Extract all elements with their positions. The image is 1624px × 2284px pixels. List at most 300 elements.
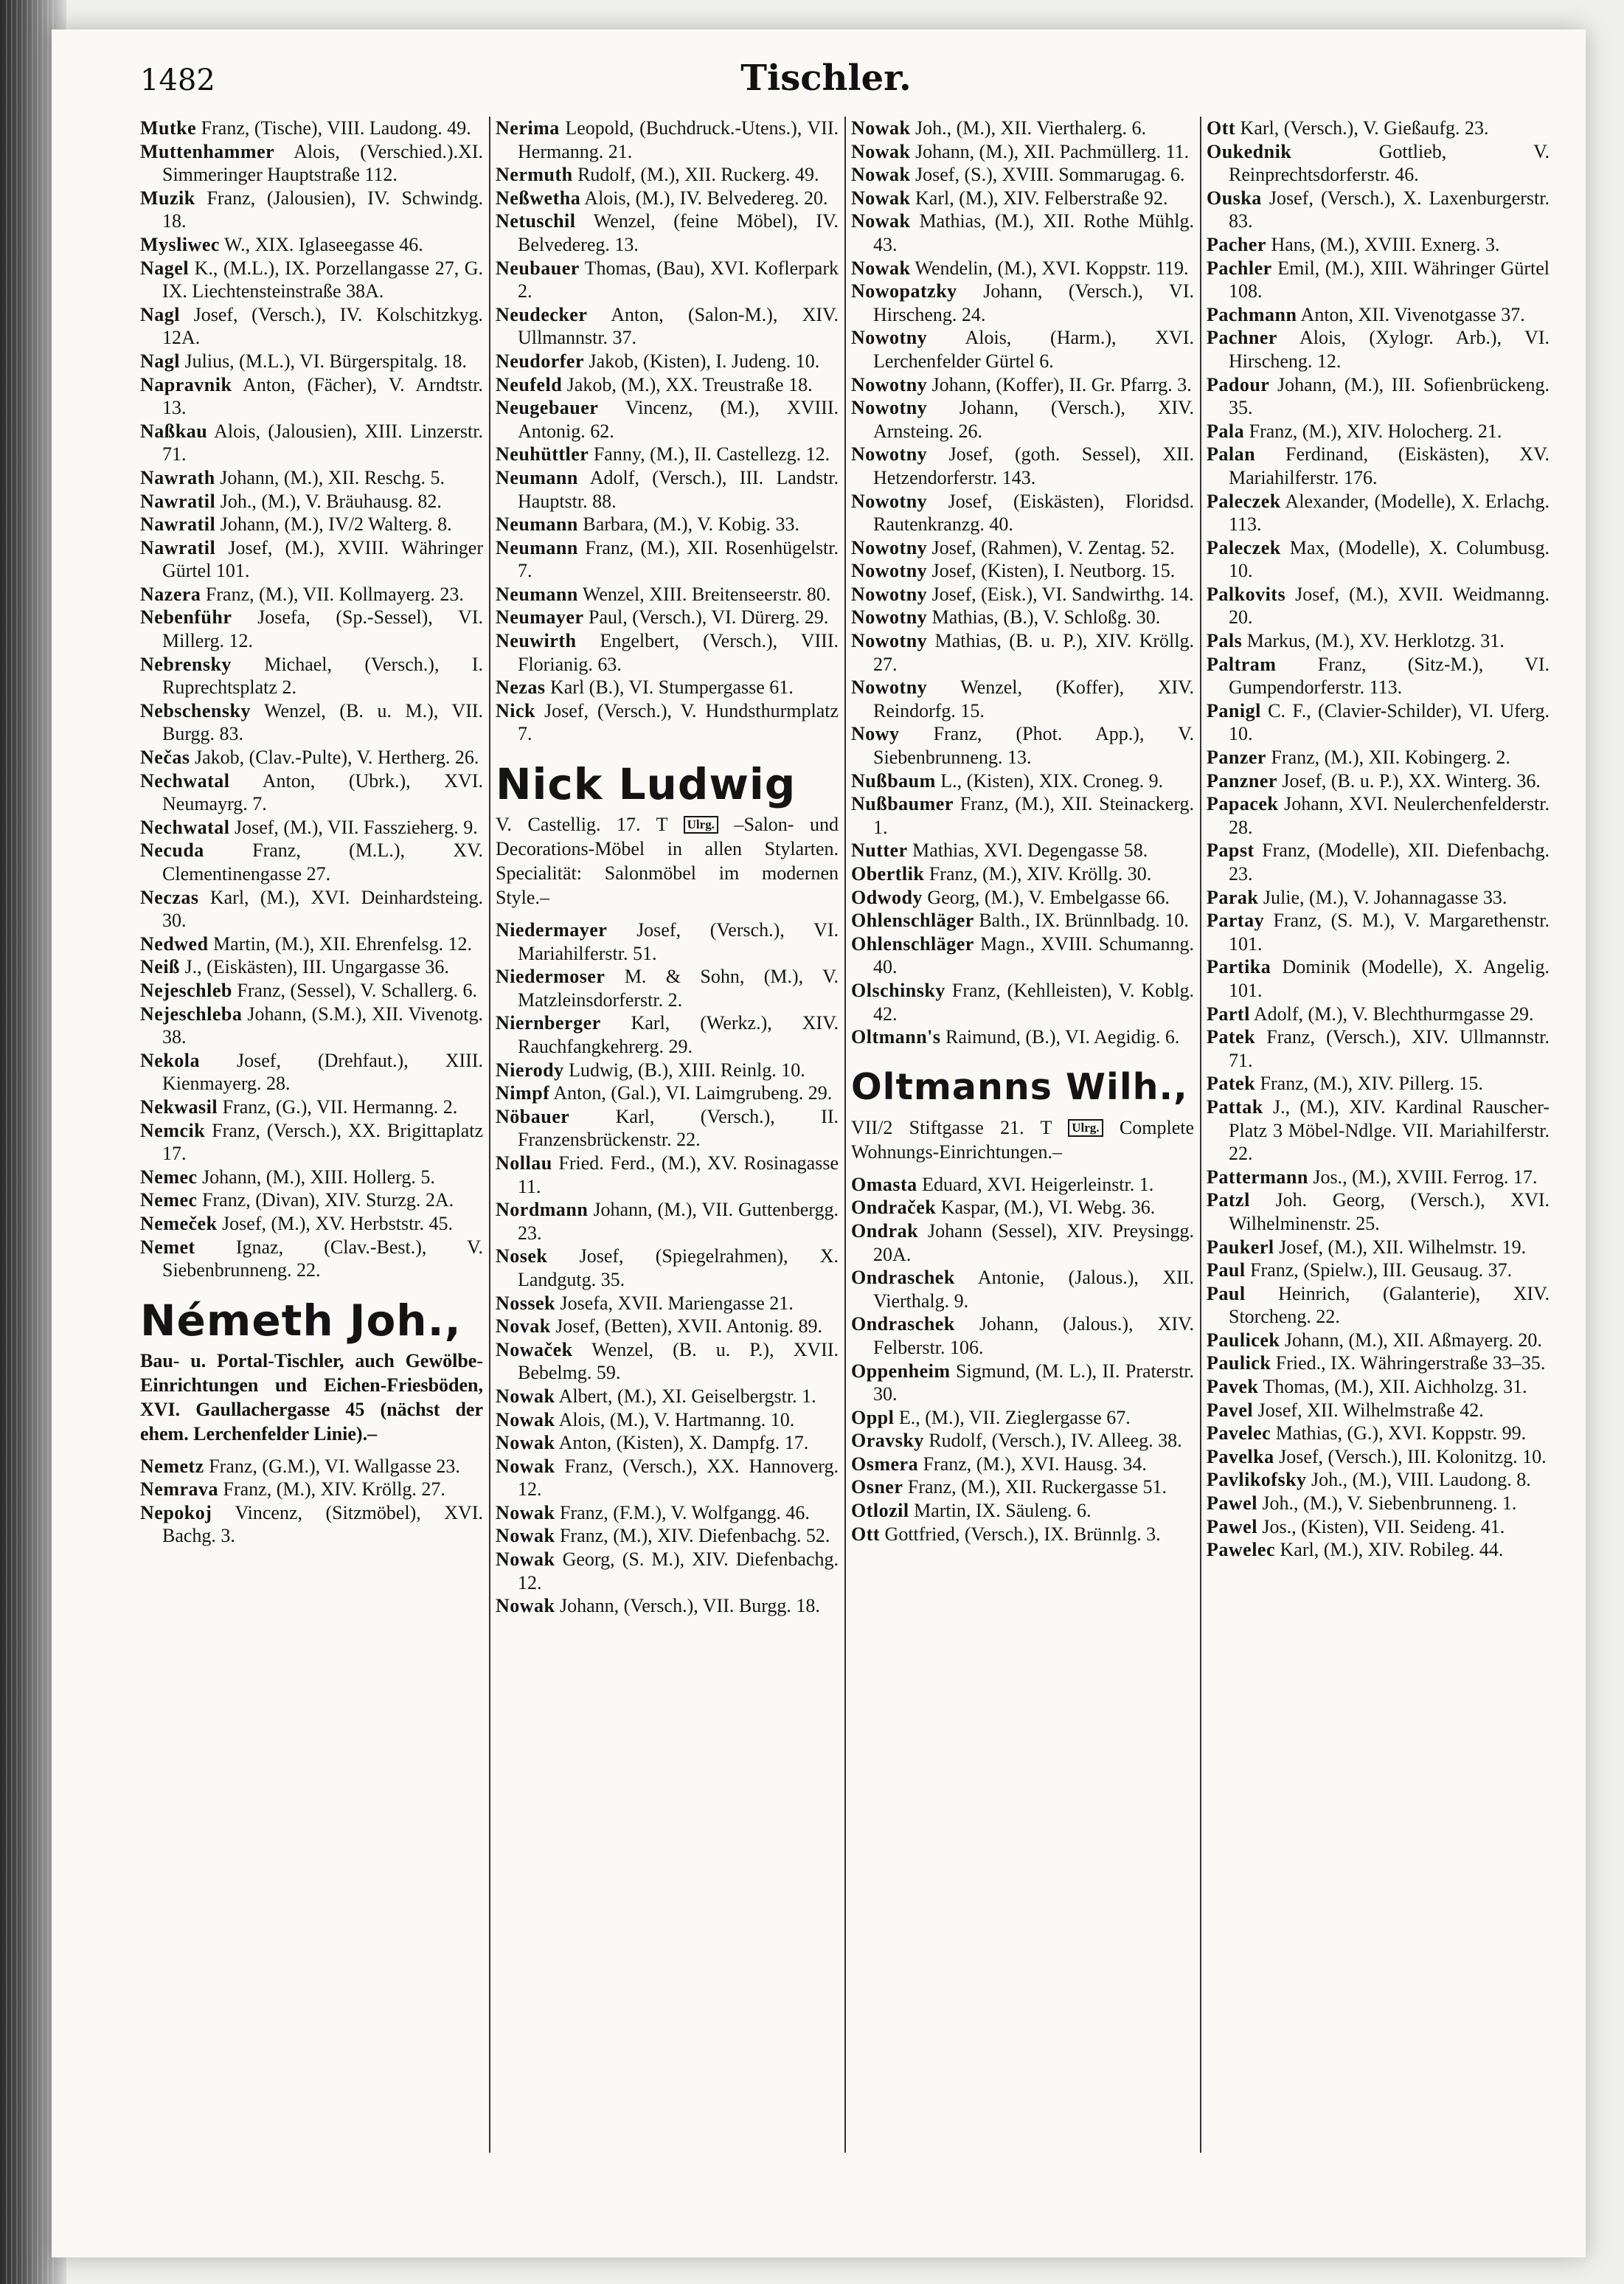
directory-entry <box>1207 583 1550 629</box>
directory-entry <box>1207 955 1550 1002</box>
entry-details: Thomas, (M.), XII. Aichholzg. 31. <box>1263 1376 1527 1398</box>
directory-entry <box>496 676 839 699</box>
entry-name: Nutter <box>851 840 908 862</box>
entry-name: Nechwatal <box>140 769 230 792</box>
entry-name: Nagel <box>140 257 190 279</box>
directory-entry <box>1207 257 1550 303</box>
entry-name: Neuhüttler <box>496 443 589 466</box>
directory-entry <box>1207 1399 1550 1422</box>
entry-name: Neubauer <box>496 257 580 279</box>
entry-name: Pachler <box>1207 257 1272 279</box>
directory-entry <box>1207 1329 1550 1352</box>
entry-details: Josef, (M.), VII. Fasszieherg. 9. <box>234 816 478 838</box>
entry-details: Franz, (Tische), VIII. Laudong. 49. <box>201 117 471 139</box>
entry-name: Nowotny <box>851 443 928 466</box>
entry-name: Pala <box>1207 420 1245 442</box>
entry-name: Novak <box>496 1315 551 1337</box>
entry-details: Karl, (Versch.), V. Gießaufg. 23. <box>1240 117 1489 139</box>
directory-entry <box>851 373 1194 397</box>
entry-details: Max, (Modelle), X. Columbusg. 10. <box>1229 536 1550 582</box>
directory-entry <box>496 1548 839 1594</box>
entry-details: Josef, (Versch.), IV. Kolschitzkyg. 12A. <box>162 303 483 349</box>
ad-description <box>140 1349 483 1446</box>
entry-details: Franz, (Jalousien), IV. Schwindg. 18. <box>162 187 483 232</box>
directory-entry <box>140 513 483 536</box>
entry-details: Franz, (Kehlleisten), V. Koblg. 42. <box>873 979 1194 1025</box>
directory-entry <box>1207 1003 1550 1026</box>
entry-name: Pachmann <box>1207 303 1297 325</box>
directory-entry <box>851 257 1194 280</box>
entry-details: Anton, (Salon-M.), XIV. Ullmannstr. 37. <box>518 303 839 349</box>
entry-details: Heinrich, (Galanterie), XIV. Storcheng. 22. <box>1229 1282 1550 1328</box>
entry-details: Fried., IX. Währingerstraße 33–35. <box>1275 1352 1546 1374</box>
ad-body-text: –Salon- und Decorations-Möbel in allen Stylarten. Specialität: Salonmöbel im modernen Style.– <box>496 814 839 909</box>
entry-details: Johann, (M.), XIII. Hollerg. 5. <box>202 1166 435 1188</box>
entry-details: Martin, (M.), XII. Ehrenfelsg. 12. <box>213 932 472 955</box>
directory-entry <box>1207 490 1550 536</box>
entry-details: Rudolf, (M.), XII. Ruckerg. 49. <box>577 164 819 186</box>
entry-details: Sigmund, (M. L.), II. Praterstr. 30. <box>873 1360 1194 1405</box>
entry-details: Josef, (M.), XVIII. Währinger Gürtel 101. <box>162 536 483 582</box>
entry-name: Neumann <box>496 513 578 536</box>
directory-entry <box>851 559 1194 583</box>
entry-details: Karl, (M.), XIV. Felberstraße 92. <box>915 187 1168 209</box>
entry-name: Nowak <box>851 187 911 209</box>
entry-name: Nowak <box>851 117 911 139</box>
directory-entry <box>851 396 1194 443</box>
entry-details: Franz, (Modelle), XII. Diefenbachg. 23. <box>1229 840 1550 885</box>
entry-details: Gottlieb, V. Reinprechtsdorferstr. 46. <box>1229 140 1550 186</box>
entry-details: Josef, (M.), XII. Wilhelmstr. 19. <box>1279 1236 1527 1258</box>
entry-details: Johann, (Versch.), VII. Burgg. 18. <box>560 1595 820 1617</box>
entry-name: Nosek <box>496 1245 548 1267</box>
directory-entry <box>140 1212 483 1236</box>
entry-name: Nebenführ <box>140 606 232 629</box>
entry-details: Anton, (Ubrk.), XVI. Neumayrg. 7. <box>162 769 483 815</box>
entry-details: Gottfried, (Versch.), IX. Brünnlg. 3. <box>884 1523 1161 1545</box>
directory-entry <box>496 1315 839 1338</box>
directory-entry <box>140 233 483 257</box>
directory-entry <box>1207 629 1550 653</box>
entry-name: Nowak <box>851 140 911 162</box>
entry-name: Oltmann's <box>851 1026 941 1048</box>
directory-entry <box>851 862 1194 886</box>
directory-entry <box>1207 373 1550 420</box>
entry-details: Alois, (M.), V. Hartmanng. 10. <box>558 1408 795 1430</box>
entry-name: Oppenheim <box>851 1360 951 1382</box>
entry-details: Alexander, (Modelle), X. Erlachg. 113. <box>1229 490 1550 536</box>
entry-details: Karl, (M.), XIV. Robileg. 44. <box>1280 1539 1504 1561</box>
entry-details: Wenzel, (B. u. P.), XVII. Bebelmg. 59. <box>518 1338 839 1384</box>
entry-name: Mutke <box>140 117 197 139</box>
entry-name: Nowak <box>496 1595 555 1617</box>
entry-details: Franz, (M.), XIV. Kröllg. 27. <box>223 1478 445 1501</box>
entry-details: Fried. Ferd., (M.), XV. Rosinagasse 11. <box>518 1152 839 1197</box>
directory-entry <box>140 1478 483 1501</box>
directory-entry <box>1207 303 1550 327</box>
entry-name: Nemetz <box>140 1455 204 1477</box>
directory-entry <box>140 1166 483 1189</box>
entry-name: Patek <box>1207 1026 1256 1048</box>
entry-name: Paul <box>1207 1282 1246 1304</box>
entry-name: Osner <box>851 1476 903 1498</box>
entry-details: W., XIX. Iglaseegasse 46. <box>224 233 423 255</box>
entry-details: Josef, (Spiegelrahmen), X. Landgutg. 35. <box>518 1245 839 1290</box>
entry-name: Nawrath <box>140 466 215 488</box>
entry-details: Georg, (S. M.), XIV. Diefenbachg. 12. <box>518 1548 839 1593</box>
entry-name: Nawratil <box>140 513 216 536</box>
entry-details: Franz, (M.), XIV. Holocherg. 21. <box>1249 420 1502 442</box>
directory-entry <box>1207 117 1550 140</box>
telephone-badge: Ulrg. <box>684 816 718 834</box>
entry-name: Omasta <box>851 1173 917 1195</box>
entry-details: Markus, (M.), XV. Herklotzg. 31. <box>1246 630 1505 652</box>
directory-entry <box>140 955 483 979</box>
entry-details: L., (Kisten), XIX. Croneg. 9. <box>940 769 1164 792</box>
directory-entry <box>140 606 483 652</box>
entry-name: Ouska <box>1207 187 1262 209</box>
directory-entry <box>496 1152 839 1198</box>
directory-entry <box>851 1475 1194 1499</box>
entry-details: Jakob, (M.), XX. Treustraße 18. <box>566 373 813 395</box>
entry-name: Pachner <box>1207 327 1277 349</box>
ad-description <box>496 812 839 910</box>
entry-name: Nowotny <box>851 676 928 699</box>
ad-body-text: Bau- u. Portal-Tischler, auch Gewölbe-Einrichtungen und Eichen-Friesböden, XVI. Gaullachergasse 45 (nächst der ehem. Lerchenfelder Linie).– <box>140 1349 483 1444</box>
directory-entry <box>1207 420 1550 443</box>
entry-name: Nemet <box>140 1236 195 1258</box>
entry-details: Alois, (Harm.), XVI. Lerchenfelder Gürtel 6. <box>873 327 1194 372</box>
entry-details: Franz, (Versch.), XX. Brigittaplatz 17. <box>162 1119 483 1165</box>
directory-entry <box>496 1011 839 1058</box>
directory-entry <box>851 676 1194 722</box>
entry-name: Pattermann <box>1207 1166 1308 1188</box>
entry-details: Albert, (M.), XI. Geiselbergstr. 1. <box>558 1385 816 1407</box>
entry-name: Nerima <box>496 117 560 139</box>
entry-details: Rudolf, (Versch.), IV. Alleeg. 38. <box>929 1430 1182 1452</box>
entry-details: Franz, (M.), XIV. Pillerg. 15. <box>1260 1073 1483 1095</box>
running-title: Tischler. <box>740 58 912 99</box>
directory-entry <box>496 466 839 513</box>
directory-entry <box>496 699 839 746</box>
entry-details: Franz, (M.), VII. Kollmayerg. 23. <box>205 583 464 605</box>
entry-name: Nowak <box>496 1501 555 1523</box>
ad-address: V. Castellig. 17. T <box>496 814 668 836</box>
entry-details: Alois, (Jalousien), XIII. Linzerstr. 71. <box>162 420 483 466</box>
entry-name: Napravnik <box>140 373 232 395</box>
directory-entry <box>140 1119 483 1166</box>
entry-details: Emil, (M.), XIII. Währinger Gürtel 108. <box>1229 257 1550 302</box>
entry-details: Antonie, (Jalous.), XII. Vierthalg. 9. <box>873 1267 1194 1312</box>
entry-name: Padour <box>1207 373 1270 395</box>
directory-entry <box>851 792 1194 839</box>
entry-name: Neumayer <box>496 606 584 629</box>
column-rule <box>844 117 846 2153</box>
directory-entry <box>1207 653 1550 699</box>
directory-entry <box>140 117 483 140</box>
directory-entry <box>140 839 483 885</box>
entry-details: Jakob, (Kisten), I. Judeng. 10. <box>589 350 820 372</box>
directory-entry <box>851 1312 1194 1359</box>
entry-name: Pavelka <box>1207 1445 1274 1467</box>
entry-details: Franz, (M.), XII. Kobingerg. 2. <box>1271 747 1510 769</box>
entry-name: Neczas <box>140 886 199 908</box>
entry-name: Nemec <box>140 1189 198 1211</box>
directory-entry <box>851 606 1194 629</box>
directory-entry <box>1207 769 1550 793</box>
entry-details: J., (Eiskästen), III. Ungargasse 36. <box>184 956 449 978</box>
entry-name: Nußbaum <box>851 769 936 792</box>
directory-entry <box>496 1198 839 1245</box>
directory-entry <box>851 979 1194 1025</box>
entry-details: Kaspar, (M.), VI. Webg. 36. <box>940 1197 1156 1219</box>
entry-name: Panigl <box>1207 699 1261 721</box>
entry-details: Johann, (Jalous.), XIV. Felberstr. 106. <box>873 1313 1194 1358</box>
entry-details: Vincenz, (M.), XVIII. Antonig. 62. <box>518 397 839 442</box>
entry-details: Franz, (M.), XIV. Kröllg. 30. <box>929 863 1152 885</box>
directory-entry <box>140 257 483 303</box>
entry-details: Anton, (Gal.), VI. Laimgrubeng. 29. <box>553 1082 833 1104</box>
entry-name: Nemcik <box>140 1119 206 1141</box>
entry-name: Nowy <box>851 723 900 745</box>
entry-name: Neiß <box>140 956 180 978</box>
directory-entry <box>496 1501 839 1525</box>
entry-details: Josef, (goth. Sessel), XII. Hetzendorferstr. 143. <box>873 443 1194 488</box>
directory-entry <box>851 839 1194 862</box>
entry-details: Johann, (M.), IV/2 Walterg. 8. <box>220 513 452 536</box>
directory-entry <box>1207 1025 1550 1072</box>
entry-details: J., (M.), XIV. Kardinal Rauscher-Platz 3 Möbel-Ndlge. VII. Mariahilferstr. 22. <box>1229 1096 1550 1165</box>
entry-details: Johann, (Koffer), II. Gr. Pfarrg. 3. <box>931 373 1192 395</box>
entry-name: Nečas <box>140 747 190 769</box>
entry-details: Josefa, (Sp.-Sessel), VI. Millerg. 12. <box>162 606 483 652</box>
entry-name: Paltram <box>1207 653 1277 675</box>
directory-columns <box>140 117 1549 2167</box>
entry-details: Franz, (M.), XIV. Diefenbachg. 52. <box>560 1525 830 1547</box>
directory-entry <box>851 932 1194 979</box>
entry-name: Nußbaumer <box>851 793 954 815</box>
directory-entry <box>1207 1352 1550 1375</box>
directory-entry <box>140 350 483 373</box>
directory-entry <box>851 536 1194 560</box>
entry-name: Pavek <box>1207 1376 1259 1398</box>
directory-entry <box>140 420 483 466</box>
entry-name: Nawratil <box>140 490 216 512</box>
entry-name: Otlozil <box>851 1500 909 1522</box>
entry-name: Nowotny <box>851 397 928 419</box>
entry-details: Johann, (M.), III. Sofienbrückeng. 35. <box>1229 373 1550 419</box>
entry-name: Nowak <box>496 1525 555 1547</box>
directory-entry <box>496 1455 839 1501</box>
entry-details: Franz, (M.L.), XV. Clementinengasse 27. <box>162 840 483 885</box>
entry-name: Oravsky <box>851 1430 924 1452</box>
directory-entry <box>140 1096 483 1119</box>
column-3 <box>851 117 1194 2167</box>
entry-name: Nowotny <box>851 583 928 605</box>
entry-name: Neugebauer <box>496 397 599 419</box>
entry-details: Josef, (Eisk.), VI. Sandwirthg. 14. <box>931 583 1194 605</box>
column-rule <box>1200 117 1201 2153</box>
directory-entry <box>496 303 839 350</box>
entry-details: Franz, (G.), VII. Hermanng. 2. <box>222 1096 458 1118</box>
entry-details: Mathias, (B. u. P.), XIV. Kröllg. 27. <box>873 630 1194 675</box>
directory-entry <box>1207 792 1550 839</box>
directory-entry <box>851 163 1194 187</box>
directory-entry <box>496 513 839 536</box>
directory-entry <box>496 965 839 1011</box>
entry-name: Nick <box>496 699 535 721</box>
directory-entry <box>851 909 1194 932</box>
entry-details: Josef, (S.), XVIII. Sommarugag. 6. <box>915 164 1185 186</box>
entry-name: Nowak <box>496 1455 555 1477</box>
entry-name: Ohlenschläger <box>851 932 974 955</box>
directory-entry <box>851 583 1194 606</box>
telephone-badge: Ulrg. <box>1068 1119 1103 1137</box>
entry-name: Nejeschleba <box>140 1003 243 1025</box>
entry-name: Nollau <box>496 1152 552 1174</box>
directory-entry <box>1207 1072 1550 1096</box>
entry-name: Muttenhammer <box>140 140 275 162</box>
directory-entry <box>1207 326 1550 373</box>
entry-details: M. & Sohn, (M.), V. Matzleinsdorferstr. 2. <box>518 966 839 1011</box>
advertisement <box>140 1292 483 1446</box>
entry-details: Josef, (Versch.), X. Laxenburgerstr. 83. <box>1229 187 1550 232</box>
directory-entry <box>851 280 1194 326</box>
entry-name: Ondrak <box>851 1219 919 1242</box>
entry-details: Karl, (Versch.), II. Franzensbrückenstr. 22. <box>518 1105 839 1151</box>
entry-name: Odwody <box>851 886 923 908</box>
directory-entry <box>1207 187 1550 233</box>
entry-name: Nemeček <box>140 1212 218 1234</box>
entry-details: Josef, (M.), XVII. Weidmanng. 20. <box>1229 583 1550 629</box>
entry-details: Mathias, XVI. Degengasse 58. <box>912 840 1148 862</box>
entry-details: Johann, (M.), XII. Reschg. 5. <box>220 466 445 488</box>
entry-name: Nowaček <box>496 1338 573 1360</box>
directory-entry <box>1207 536 1550 583</box>
entry-details: Joh., (M.), VIII. Laudong. 8. <box>1311 1469 1531 1491</box>
directory-entry <box>851 140 1194 164</box>
directory-entry <box>851 1025 1194 1049</box>
entry-details: Josef, (Kisten), I. Neutborg. 15. <box>931 560 1176 582</box>
entry-name: Nowotny <box>851 490 928 512</box>
directory-entry <box>140 490 483 513</box>
entry-details: Alois, (Verschied.).XI. Simmeringer Hauptstraße 112. <box>162 140 483 186</box>
entry-name: Nowotny <box>851 630 928 652</box>
entry-name: Nowopatzky <box>851 280 957 302</box>
entry-name: Nedwed <box>140 932 209 955</box>
entry-details: Ludwig, (B.), XIII. Reinlg. 10. <box>569 1059 805 1081</box>
entry-details: Johann, (M.), XII. Aßmayerg. 20. <box>1284 1329 1542 1351</box>
directory-entry <box>496 583 839 606</box>
entry-name: Paulick <box>1207 1352 1271 1374</box>
advertisement <box>851 1059 1194 1164</box>
entry-details: Georg, (M.), V. Embelgasse 66. <box>927 886 1170 908</box>
entry-name: Pawelec <box>1207 1539 1276 1561</box>
directory-entry <box>851 326 1194 373</box>
directory-entry <box>496 117 839 163</box>
entry-details: Mathias, (G.), XVI. Koppstr. 99. <box>1275 1422 1527 1444</box>
entry-details: Engelbert, (Versch.), VIII. Florianig. 63. <box>518 630 839 675</box>
entry-name: Ondraschek <box>851 1313 955 1335</box>
entry-name: Nawratil <box>140 536 216 558</box>
directory-entry <box>496 1524 839 1548</box>
directory-entry <box>1207 1096 1550 1166</box>
entry-details: C. F., (Clavier-Schilder), VI. Uferg. 10. <box>1229 699 1550 745</box>
entry-details: Barbara, (M.), V. Kobig. 33. <box>583 513 800 536</box>
entry-details: Josef, (Rahmen), V. Zentag. 52. <box>931 536 1175 558</box>
entry-name: Naßkau <box>140 420 208 442</box>
directory-entry <box>140 303 483 350</box>
entry-name: Paulicek <box>1207 1329 1280 1351</box>
entry-name: Pavlikofsky <box>1207 1469 1307 1491</box>
entry-details: Franz, (M.), XVI. Hausg. 34. <box>923 1453 1147 1475</box>
entry-name: Patek <box>1207 1073 1256 1095</box>
entry-name: Nowak <box>496 1432 555 1454</box>
entry-name: Nowotny <box>851 606 928 629</box>
entry-details: Johann (Sessel), XIV. Preysingg. 20A. <box>873 1219 1194 1265</box>
entry-details: Paul, (Versch.), VI. Dürerg. 29. <box>589 606 829 629</box>
entry-details: Franz, (Sessel), V. Schallerg. 6. <box>237 979 478 1001</box>
entry-name: Neumann <box>496 536 578 558</box>
directory-entry <box>496 1338 839 1385</box>
entry-details: Karl, (Werkz.), XIV. Rauchfangkehrerg. 29. <box>518 1012 839 1057</box>
directory-entry <box>851 443 1194 489</box>
entry-details: Josef, (M.), XV. Herbststr. 45. <box>222 1212 454 1234</box>
entry-details: E., (M.), VII. Zieglergasse 67. <box>898 1406 1131 1428</box>
directory-entry <box>851 1523 1194 1546</box>
entry-name: Niedermoser <box>496 966 605 988</box>
directory-entry <box>1207 1422 1550 1445</box>
entry-name: Papacek <box>1207 793 1279 815</box>
ad-body-text: Complete Wohnungs-Einrichtungen.– <box>851 1116 1194 1163</box>
entry-name: Oukednik <box>1207 140 1292 162</box>
entry-details: Josef, (Versch.), V. Hundsthurmplatz 7. <box>518 699 839 745</box>
directory-entry <box>140 886 483 932</box>
directory-entry <box>1207 1375 1550 1399</box>
directory-entry <box>851 886 1194 910</box>
entry-details: Franz, (M.), XII. Steinackerg. 1. <box>873 793 1194 838</box>
directory-entry <box>851 1360 1194 1406</box>
entry-details: Franz, (Sitz-M.), VI. Gumpendorferstr. 113. <box>1229 653 1550 699</box>
entry-details: Johann, XVI. Neulerchenfelderstr. 28. <box>1229 793 1550 838</box>
entry-name: Nossek <box>496 1292 556 1314</box>
entry-details: Vincenz, (Sitzmöbel), XVI. Bachg. 3. <box>162 1501 483 1547</box>
entry-name: Nebrensky <box>140 653 232 675</box>
entry-details: Franz, (Phot. App.), V. Siebenbrunneng. 13. <box>873 723 1194 769</box>
entry-name: Ohlenschläger <box>851 910 974 932</box>
entry-details: Karl, (M.), XVI. Deinhardsteing. 30. <box>162 886 483 932</box>
directory-entry <box>140 699 483 746</box>
directory-entry <box>140 1455 483 1478</box>
entry-details: Franz, (M.), XII. Ruckergasse 51. <box>907 1476 1167 1498</box>
directory-entry <box>140 979 483 1003</box>
entry-details: Mathias, (M.), XII. Rothe Mühlg. 43. <box>873 210 1194 255</box>
entry-details: Julie, (M.), V. Johannagasse 33. <box>1263 886 1507 908</box>
directory-entry <box>851 1219 1194 1266</box>
directory-entry <box>1207 1236 1550 1259</box>
entry-name: Nowak <box>496 1385 555 1407</box>
entry-name: Papst <box>1207 840 1255 862</box>
entry-name: Pawel <box>1207 1515 1257 1537</box>
entry-name: Nierody <box>496 1059 564 1081</box>
entry-name: Patzl <box>1207 1189 1250 1211</box>
column-1 <box>140 117 483 2167</box>
entry-name: Nezas <box>496 676 546 699</box>
directory-entry <box>496 1105 839 1152</box>
entry-name: Nermuth <box>496 164 573 186</box>
directory-entry <box>496 606 839 629</box>
entry-name: Pawel <box>1207 1492 1257 1515</box>
